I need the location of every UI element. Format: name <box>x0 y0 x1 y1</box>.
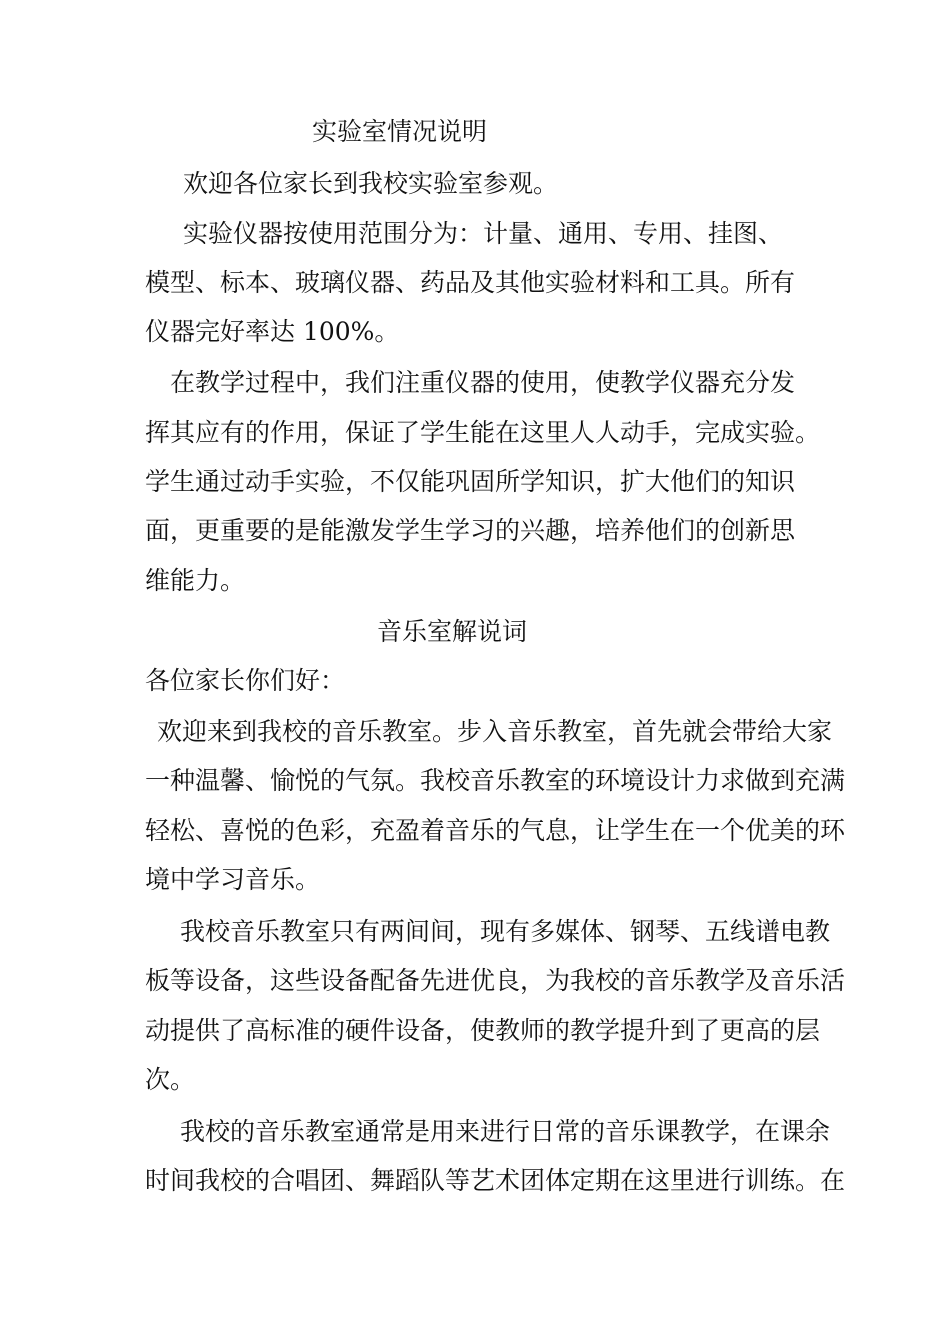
paragraph-line: 学生通过动手实验，不仅能巩固所学知识，扩大他们的知识 <box>145 467 796 496</box>
paragraph-line: 面，更重要的是能激发学生学习的兴趣，培养他们的创新思 <box>145 516 796 545</box>
paragraph-line: 我校的音乐教室通常是用来进行日常的音乐课教学，在课余 <box>180 1117 831 1146</box>
paragraph-line: 各位家长你们好： <box>145 666 346 695</box>
paragraph-line: 境中学习音乐。 <box>145 865 321 894</box>
paragraph-line: 时间我校的合唱团、舞蹈队等艺术团体定期在这里进行训练。在 <box>145 1166 846 1195</box>
paragraph-line: 欢迎来到我校的音乐教室。步入音乐教室，首先就会带给大家 <box>157 717 833 746</box>
paragraph-line: 动提供了高标准的硬件设备，使教师的教学提升到了更高的层 <box>145 1016 821 1045</box>
section-title-music: 音乐室解说词 <box>377 617 528 646</box>
paragraph-line: 模型、标本、玻璃仪器、药品及其他实验材料和工具。所有 <box>145 268 796 297</box>
paragraph-line: 维能力。 <box>145 566 246 595</box>
paragraph-line: 挥其应有的作用，保证了学生能在这里人人动手，完成实验。 <box>145 418 821 447</box>
paragraph-line: 欢迎各位家长到我校实验室参观。 <box>183 169 559 198</box>
paragraph-line: 在教学过程中，我们注重仪器的使用，使教学仪器充分发 <box>170 368 796 397</box>
paragraph-line: 实验仪器按使用范围分为：计量、通用、专用、挂图、 <box>183 219 784 248</box>
paragraph-line: 板等设备，这些设备配备先进优良，为我校的音乐教学及音乐活 <box>145 966 846 995</box>
paragraph-line: 仪器完好率达 100%。 <box>145 317 400 346</box>
section-title-lab: 实验室情况说明 <box>312 117 488 146</box>
paragraph-line: 我校音乐教室只有两间间，现有多媒体、钢琴、五线谱电教 <box>180 917 831 946</box>
paragraph-line: 一种温馨、愉悦的气氛。我校音乐教室的环境设计力求做到充满 <box>145 766 846 795</box>
paragraph-line: 次。 <box>145 1065 196 1094</box>
paragraph-line: 轻松、喜悦的色彩，充盈着音乐的气息，让学生在一个优美的环 <box>145 816 846 845</box>
